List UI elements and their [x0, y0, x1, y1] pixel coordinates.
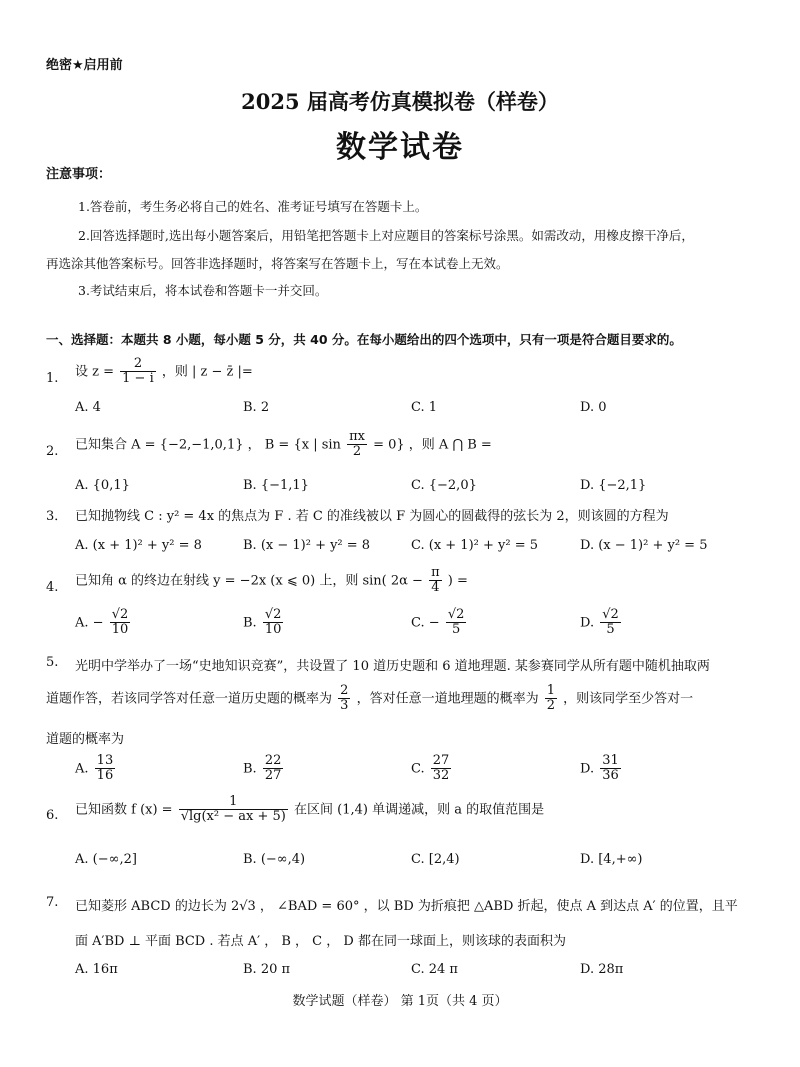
- question-7-number: 7.: [46, 895, 59, 910]
- question-4-option-a: A. − $\frac{√2}{10}$: [75, 607, 129, 638]
- question-3-option-a: A. (x + 1)² + y² = 8: [75, 538, 202, 553]
- question-5-option-d: D. $\frac{31}{36}$: [580, 753, 619, 784]
- question-5-line-1: 光明中学举办了一场“史地知识竞赛”，共设置了 10 道历史题和 6 道地理题. 某参赛同学从所有题中随机抽取两: [75, 659, 710, 674]
- question-5-line-3: 道题的概率为: [46, 732, 125, 747]
- question-6-option-a: A. (−∞,2]: [75, 852, 137, 867]
- question-7-option-a: A. 16π: [75, 962, 118, 977]
- question-1-stem: 设 z = $\frac{2}{1 - i}$ ，则 | z − z̄ |=: [75, 356, 253, 387]
- question-4-option-b: B. $\frac{√2}{10}$: [243, 607, 282, 638]
- question-1-option-c: C. 1: [411, 400, 438, 415]
- question-6-number: 6.: [46, 808, 59, 823]
- confidential-mark: 绝密★启用前: [46, 58, 123, 73]
- question-2-number: 2.: [46, 444, 59, 459]
- question-1-number: 1.: [46, 371, 59, 386]
- question-6-option-c: C. [2,4): [411, 852, 460, 867]
- question-5-line-2: 道题作答，若该同学答对任意一道历史题的概率为 $\frac{2}{3}$ ，答对任意一道地理题的概率为 $\frac{1}{2}$ ，则该同学至少答对一: [46, 683, 694, 714]
- question-6-option-b: B. (−∞,4): [243, 852, 306, 867]
- exam-title: 2025 届高考仿真模拟卷（样卷）: [241, 89, 559, 114]
- notice-item-2-cont: 再选涂其他答案标号。回答非选择题时，将答案写在答题卡上，写在本试卷上无效。: [46, 256, 509, 271]
- question-2-option-d: D. {−2,1}: [580, 478, 647, 493]
- question-2-option-a: A. {0,1}: [75, 478, 130, 493]
- question-5-option-b: B. $\frac{22}{27}$: [243, 753, 282, 784]
- question-7-line-2: 面 A′BD ⊥ 平面 BCD . 若点 A′ ， B ， C ， D 都在同一球面上，则该球的表面积为: [75, 934, 566, 949]
- notice-item-1: 1.答卷前，考生务必将自己的姓名、准考证号填写在答题卡上。: [78, 199, 428, 214]
- question-6-stem: 已知函数 f (x) = $\frac{1}{\text{√lg(x² − ax + 5)}}$ 在区间 (1,4) 单调递减，则 a 的取值范围是: [75, 794, 545, 825]
- question-7-line-1: 已知菱形 ABCD 的边长为 2√3 ， ∠BAD = 60° ，以 BD 为折痕把 △ABD 折起，使点 A 到达点 A′ 的位置，且平: [75, 899, 738, 914]
- question-4-number: 4.: [46, 580, 59, 595]
- section-title: 一、选择题：本题共 8 小题，每小题 5 分，共 40 分。在每小题给出的四个选项中，只有一项是符合题目要求的。: [46, 332, 682, 347]
- notice-item-3: 3.考试结束后，将本试卷和答题卡一并交回。: [78, 283, 328, 298]
- question-5-option-c: C. $\frac{27}{32}$: [411, 753, 450, 784]
- exam-subject: 数学试卷: [336, 130, 464, 165]
- question-5-option-a: A. $\frac{13}{16}$: [75, 753, 114, 784]
- notice-heading: 注意事项：: [46, 167, 112, 182]
- question-1-option-d: D. 0: [580, 400, 607, 415]
- question-5-number: 5.: [46, 655, 59, 670]
- question-6-option-d: D. [4,+∞): [580, 852, 643, 867]
- question-3-option-b: B. (x − 1)² + y² = 8: [243, 538, 371, 553]
- question-1-option-b: B. 2: [243, 400, 270, 415]
- question-7-option-b: B. 20 π: [243, 962, 291, 977]
- question-4-option-c: C. − $\frac{√2}{5}$: [411, 607, 465, 638]
- question-7-option-c: C. 24 π: [411, 962, 458, 977]
- question-3-option-c: C. (x + 1)² + y² = 5: [411, 538, 539, 553]
- question-2-stem: 已知集合 A = {−2,−1,0,1} ， B = {x | sin $\frac{\pi x}{2}$ = 0} ，则 A ⋂ B =: [75, 429, 492, 460]
- question-4-stem: 已知角 α 的终边在射线 y = −2x (x ⩽ 0) 上，则 sin( 2α − $\frac{\pi}{4}$ ) =: [75, 565, 468, 596]
- question-4-option-d: D. $\frac{√2}{5}$: [580, 607, 619, 638]
- question-7-option-d: D. 28π: [580, 962, 624, 977]
- question-2-option-c: C. {−2,0}: [411, 478, 477, 493]
- question-3-option-d: D. (x − 1)² + y² = 5: [580, 538, 708, 553]
- question-1-option-a: A. 4: [75, 400, 101, 415]
- question-2-option-b: B. {−1,1}: [243, 478, 309, 493]
- question-3-number: 3．: [46, 509, 68, 524]
- notice-item-2: 2.回答选择题时,选出每小题答案后，用铅笔把答题卡上对应题目的答案标号涂黑。如需改动，用橡皮擦干净后，: [78, 228, 694, 243]
- page-footer: 数学试题（样卷） 第 1页（共 4 页）: [292, 994, 508, 1009]
- question-3-stem: 已知抛物线 C : y² = 4x 的焦点为 F . 若 C 的准线被以 F 为圆心的圆截得的弦长为 2，则该圆的方程为: [75, 509, 669, 524]
